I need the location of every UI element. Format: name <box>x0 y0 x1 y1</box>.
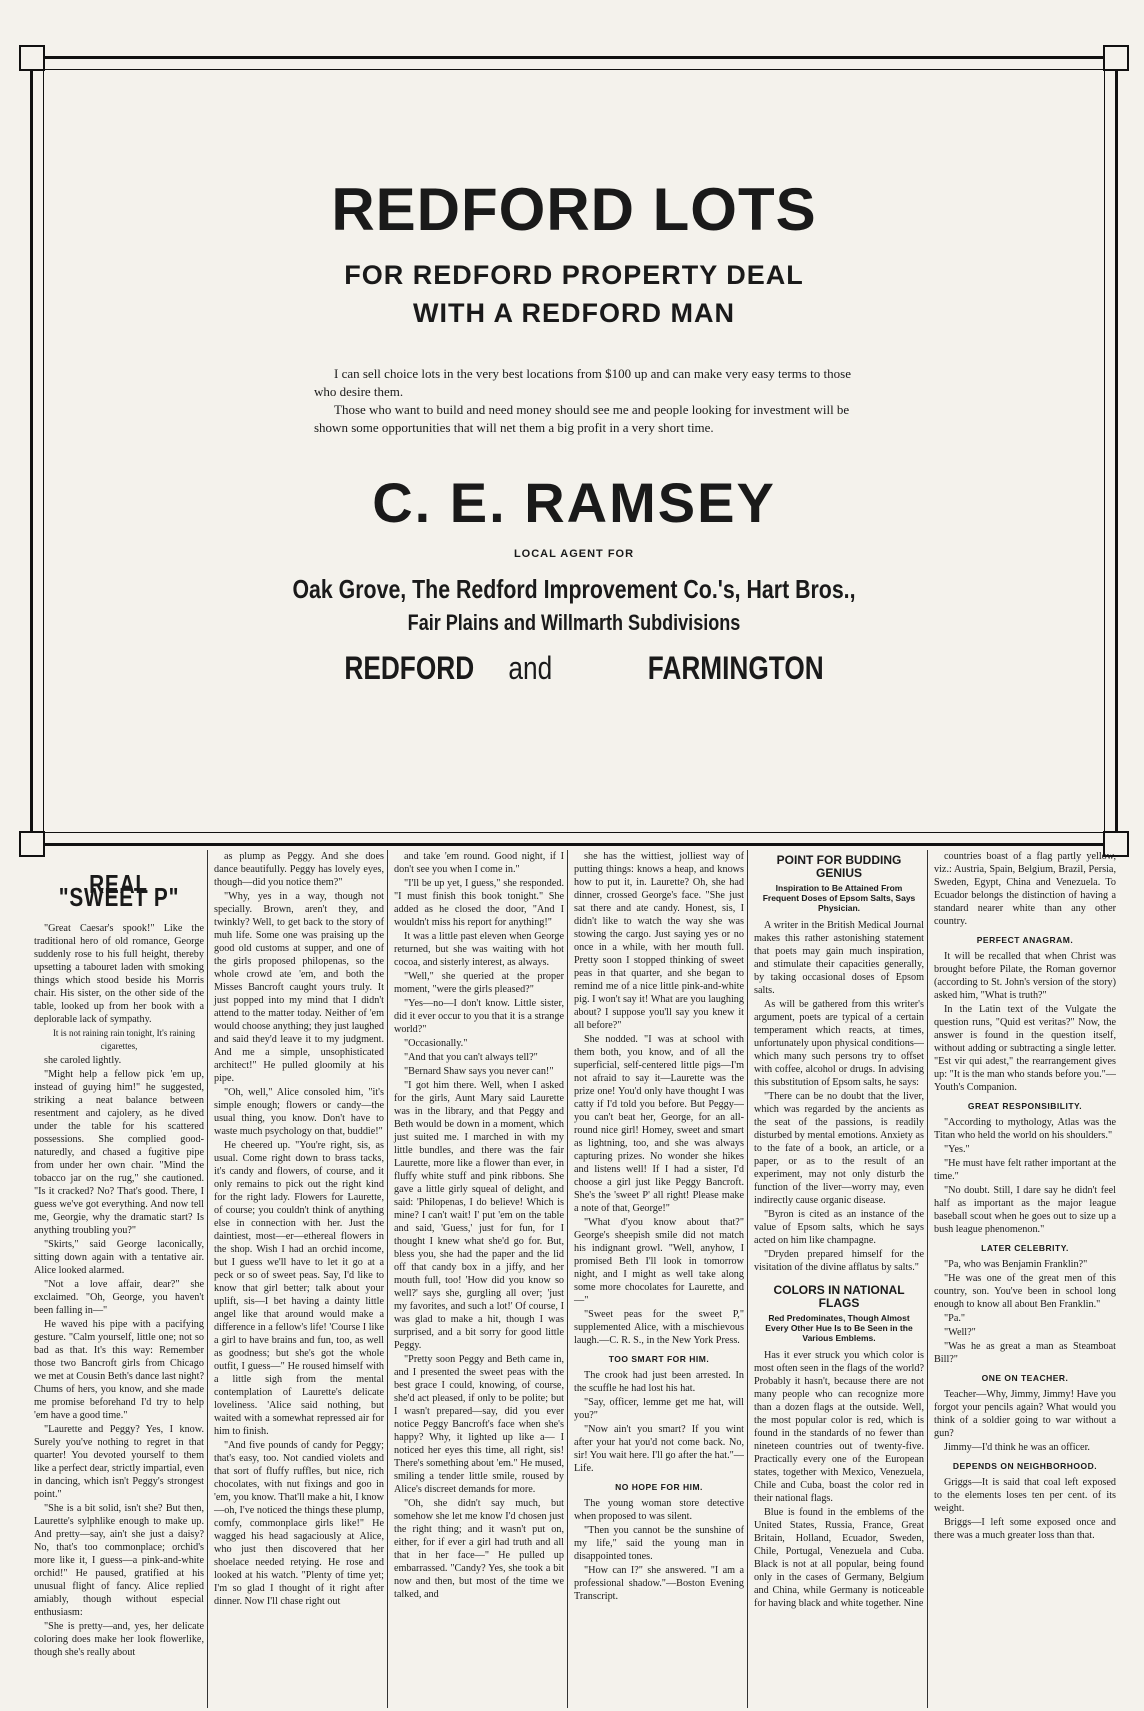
item-paragraph: "Now ain't you smart? If you wint after your hat you'd not come back. No, sir! You wait here. I'll go after the hat."—Life. <box>574 1424 744 1474</box>
story-paragraph: It was a little past eleven when George returned, but she was waiting with hot cocoa, and sisterly interest, as always. <box>394 931 564 968</box>
advertiser-name: C. E. RAMSEY <box>372 471 776 534</box>
ad-subtitle-1: FOR REDFORD PROPERTY DEAL <box>344 260 804 290</box>
item-paragraph: "He must have felt rather important at the time." <box>934 1158 1116 1182</box>
column-3 <box>390 850 568 1708</box>
border-corner-ornament <box>1103 45 1129 71</box>
item-paragraph: The crook had just been arrested. In the scuffle he had lost his hat. <box>574 1370 744 1394</box>
item-paragraph: In the Latin text of the Vulgate the question runs, "Quid est veritas?" Now, the answer is found in the question itself, without adding or subtracting a single letter. "Est vir qui adest," the rearrangement gives up: "It is the man who stands before you."—Youth's Companion. <box>934 1004 1116 1093</box>
ad-paragraph: Those who want to build and need money should see me and people looking for investment will be shown some opportunities that will net them a big profit in a very short time. <box>314 402 850 435</box>
column-6 <box>930 850 1120 1708</box>
article-paragraph: "Byron is cited as an instance of the value of Epsom salts, which he says acted on him like champagne. <box>754 1209 924 1246</box>
story-paragraph: as plump as Peggy. And she does dance beautifully. Peggy has lovely eyes, though—did you notice them?" <box>214 851 384 888</box>
story-paragraph: "Oh, she didn't say much, but somehow she let me know I'd chosen just the right thing; and it wasn't put on, either, for if ever a girl had truth and all that in her face—" He pulled up embarrassed. "Candy? Yes, she took a bit now and then, but most of the time we talked, and <box>394 1498 564 1600</box>
item-headline: NO HOPE FOR HIM. <box>615 1482 703 1492</box>
item-headline: GREAT RESPONSIBILITY. <box>967 1101 1083 1111</box>
column-2 <box>210 850 388 1708</box>
article-paragraph: "There can be no doubt that the liver, which was regarded by the ancients as the seat of the passions, is readily disturbed by mental emotions. Anxiety as to the fate of a book, an article, or a paper, or as to the result of an experiment, may not only disturb the function of the liver—worry may, even indirectly cause organic disease. <box>754 1091 924 1206</box>
story-paragraph: "Occasionally." <box>404 1038 468 1049</box>
story-paragraph: "Well," she queried at the proper moment, "were the girls pleased?" <box>394 971 564 995</box>
story-paragraph: He waved his pipe with a pacifying gesture. "Calm yourself, little one; not so bad as that. It's this way: Remember those two Bancroft girls from Chicago we met at Cousin Beth's dance last night? Chums of hers, you know, and she made me promise beforehand I'd try to help 'em have a good time." <box>34 1319 204 1421</box>
story-paragraph: "Skirts," said George laconically, sitting down again with a tentative air. Alice looked alarmed. <box>34 1239 204 1276</box>
story-paragraph: "Not a love affair, dear?" she exclaimed. "Oh, George, you haven't been falling in—" <box>34 1279 204 1316</box>
article-deck: Inspiration to Be Attained From Frequent Doses of Epsom Salts, Says Physician. <box>762 883 916 913</box>
ad-body-text <box>314 365 874 437</box>
town-redford: REDFORD <box>344 650 475 686</box>
towns-line <box>139 650 1008 690</box>
newspaper-columns <box>30 850 1120 1708</box>
item-paragraph: "He was one of the great men of this country, son. You've been in school long enough to know all about Ben Franklin." <box>934 1273 1116 1310</box>
item-paragraph: "No doubt. Still, I dare say he didn't feel half as important as the major league baseball scout when he goes out to size up a bush league phenomenon." <box>934 1185 1116 1235</box>
story-paragraph: She nodded. "I was at school with them both, you know, and of all the superficial, self-centered little pigs—I'm not afraid to say it—Laurette was the prize one! You'd only have thought I was catty if I'd told you before. But Peggy—you can't beat her, George, for an all-round nice girl! Homey, sweet and smart as lightning, too, and she was always capturing prizes. No wonder she hikes and listens well! If I had a sister, I'd choose a girl just like Peggy Bancroft. She's the 'sweet P' all right! Please make a note of that, George!" <box>574 1034 744 1214</box>
item-paragraph: Briggs—I left some exposed once and there was a much greater loss than that. <box>934 1517 1116 1541</box>
item-paragraph: Griggs—It is said that coal left exposed to the elements loses ten per cent. of its weight. <box>934 1477 1116 1514</box>
item-paragraph: Jimmy—I'd think he was an officer. <box>944 1442 1090 1453</box>
story-paragraph: "Yes—no—I don't know. Little sister, did it ever occur to you that it is a strange world?" <box>394 998 564 1035</box>
item-paragraph: "Pa, who was Benjamin Franklin?" <box>944 1259 1088 1270</box>
column-4 <box>570 850 748 1708</box>
ad-paragraph: I can sell choice lots in the very best locations from $100 up and can make very easy terms to those who desire them. <box>314 366 851 399</box>
item-paragraph: "According to mythology, Atlas was the Titan who held the world on his shoulders." <box>934 1117 1116 1141</box>
story-paragraph: "Pretty soon Peggy and Beth came in, and I presented the sweet peas with the best grace I could, knowing, of course, she'd act pleased, if only to be polite; but I wasn't prepared—say, did you ever notice Peggy Bancroft's face when she's happy? Why, it lighted up like a— I noticed her eyes this time, all right, sis! There's something about 'em." He mused, smiling a tender little smile, roused by Alice's discreet demands for more. <box>394 1354 564 1495</box>
article-paragraph: "Dryden prepared himself for the visitation of the divine afflatus by salts." <box>754 1249 924 1273</box>
item-paragraph: It will be recalled that when Christ was brought before Pilate, the Roman governor (according to St. John's version of the story) asked him, "What is truth?" <box>934 951 1116 1001</box>
story-paragraph: "Sweet peas for the sweet P," supplemented Alice, with a mischievous laugh.—C. R. S., in the New York Press. <box>574 1309 744 1346</box>
border-corner-ornament <box>19 45 45 71</box>
agent-label: LOCAL AGENT FOR <box>513 548 635 560</box>
item-paragraph: "Yes." <box>944 1144 970 1155</box>
story-paragraph: "What d'you know about that?" George's sheepish smile did not match his indignant growl. "Well, anyhow, I promised Beth I'll look in tomorrow night, and I might as well take along some more chocolates for Laurette, and—" <box>574 1217 744 1306</box>
item-paragraph: Teacher—Why, Jimmy, Jimmy! Have you forgot your pencils again? What would you think of a soldier going to war without a gun? <box>934 1389 1116 1439</box>
article-paragraph: A writer in the British Medical Journal makes this rather astonishing statement that poets may gain much inspiration, and stimulate their capacities generally, by taking occasional doses of Epsom salts. <box>754 920 924 996</box>
ad-subtitle-2: WITH A REDFORD MAN <box>413 298 735 328</box>
story-verse: It is not raining rain tonight, It's raining cigarettes, <box>52 1028 196 1051</box>
item-paragraph: "Was he as great a man as Steamboat Bill?" <box>934 1341 1116 1365</box>
story-paragraph: she has the wittiest, jolliest way of putting things: knows a heap, and knows how to put it, in. Laurette? Oh, she had dinner, crossed George's face. "She just sat there and ate candy. Honest, sis, I didn't like to watch the way she was stowing the cargo. Just saying yes or no once in a while, with her mouth full. Pretty soon I stopped thinking of sweet peas in that quarter, and she began to remind me of a nice little pink-and-white pig. I won't say it! What are you laughing about? I suppose you'll say you knew it all before?" <box>574 851 744 1031</box>
item-paragraph: "Pa." <box>944 1313 966 1324</box>
story-paragraph: "She is pretty—and, yes, her delicate coloring does make her look flowerlike, though she's really about <box>34 1621 204 1658</box>
column-5 <box>750 850 928 1708</box>
item-paragraph: "Then you cannot be the sunshine of my life," said the young man in disappointed tones. <box>574 1525 744 1562</box>
story-paragraph: "Oh, well," Alice consoled him, "it's simple enough; flowers or candy—the usual thing, you know. Don't have to waste much psychology on that, buddie!" <box>214 1087 384 1137</box>
item-headline: LATER CELEBRITY. <box>981 1243 1069 1253</box>
subdivisions-line-2: Fair Plains and Willmarth Subdivisions <box>407 610 741 635</box>
story-paragraph: "I got him there. Well, when I asked for the girls, Aunt Mary said Laurette was in the library, and that Peggy and Beth would be down in a moment, which just suited me. I marched in with my little bundles, and there was the fair Laurette, more like a flower than ever, in fluffy white stuff and pink ribbons. She gave a little girly squeal of delight, and said: 'Philopenas, I do believe! Which is mine? I can't wait! I' put 'em on the table and said, 'Guess,' just for fun, for I thought I knew what she'd go for. But, bless you, she had the paper and the lid off that candy box in a jiffy, and her mouth full, too! 'How did you know so well?' says she, gurgling all over; 'just my favorites, and such a lot!' Of course, I was glad to make a hit, though I was surprised, and a bit sorry for good little Peggy. <box>394 1080 564 1351</box>
column-1 <box>30 850 208 1708</box>
item-headline: ONE ON TEACHER. <box>981 1373 1069 1383</box>
story-paragraph: "And that you can't always tell?" <box>404 1052 538 1063</box>
article-headline: COLORS IN NATIONAL FLAGS <box>773 1283 905 1310</box>
article-paragraph: countries boast of a flag partly yellow, viz.: Austria, Spain, Belgium, Brazil, Persia, Sweden, Egypt, China and Venezuela. To Ecuador belongs the distinction of having a standard nearer white than any other country. <box>934 851 1116 927</box>
item-paragraph: "Well?" <box>944 1327 976 1338</box>
story-paragraph: "Laurette and Peggy? Yes, I know. Surely you've nothing to regret in that quarter! You devoted yourself to them like a perfect dear, strictly impartial, even in dancing, which isn't Peggy's strongest point." <box>34 1424 204 1500</box>
item-headline: TOO SMART FOR HIM. <box>608 1354 710 1364</box>
story-paragraph: "I'll be up yet, I guess," she responded. "I must finish this book tonight." She added as he closed the door, "And I wouldn't miss his report for anything!" <box>394 878 564 928</box>
story-paragraph: "And five pounds of candy for Peggy; that's easy, too. Not candied violets and that sort of fluffy ruffles, but nice, rich chocolates, with nut fixings and goo in 'em, you know. That'll make a hit, I know—oh, I've noticed the things these plump, comfy, commonplace girls like!" He wagged his head sagaciously at Alice, who just then discovered that her shoelace needed retying. He rose and looked at his watch. "Plenty of time yet; I'm so glad I thought of it right after dinner. Now I'll chase right out <box>214 1440 384 1607</box>
item-paragraph: "How can I?" she answered. "I am a professional shadow."—Boston Evening Transcript. <box>574 1565 744 1602</box>
story-paragraph: she caroled lightly. <box>44 1055 122 1066</box>
article-paragraph: Blue is found in the emblems of the United States, Russia, France, Great Britain, Holland, Ecuador, Sweden, Chile, Portugal, Venezuela and Cuba. Black is not at all popular, being found only in the cases of Germany, Belgium and China, while Germany is noticeable for having black and white together. Nine <box>754 1507 924 1609</box>
article-paragraph: Has it ever struck you which color is most often seen in the flags of the world? Probably it hasn't, because there are not many people who can recognize more than a dozen flags at the outside. Well, the most popular color is red, which is found in the standards of no fewer than nineteen countries out of twenty-five. Practically every one of the European states, together with Mexico, Venezuela, Chile and Cuba, boast the color red in their national flags. <box>754 1350 924 1504</box>
advertisement-inner-border <box>43 69 1105 833</box>
story-paragraph: "Bernard Shaw says you never can!" <box>404 1066 554 1077</box>
ad-title: REDFORD LOTS <box>331 176 817 243</box>
item-headline: PERFECT ANAGRAM. <box>976 935 1074 945</box>
item-headline: DEPENDS ON NEIGHBORHOOD. <box>952 1461 1098 1471</box>
story-paragraph: "She is a bit solid, isn't she? But then, Laurette's sylphlike enough to make up. And pretty—say, ain't she just a daisy? No, that's too commonplace; orchid's more like it, I guess—a pink-and-white orchid!" He paused, gratified at his unusual flight of fancy. Alice replied amiably, though without especial enthusiasm: <box>34 1503 204 1618</box>
story-paragraph: "Why, yes in a way, though not specially. Brown, aren't they, and twinkly? Well, to get back to the story of muh life. Some one was praising up the good old customs at supper, and one of the girls proposed philopenas, so the whole crowd ate 'em, and both the Misses Bancroft caught yours truly. It just popped into my mind that I didn't attend to the matter today. Neither of 'em would choose anything; they just laughed and said they'd leave it to my judgment. And me a simple, unsophisticated architect!" He pulled gloomily at his pipe. <box>214 891 384 1084</box>
article-deck: Red Predominates, Though Almost Every Other Hue Is to Be Seen in the Various Emblems. <box>765 1313 913 1343</box>
item-paragraph: "Say, officer, lemme get me hat, will you?" <box>574 1397 744 1421</box>
story-paragraph: "Might help a fellow pick 'em up, instead of guying him!" he suggested, striking a neat balance between resentment and cajolery, as he dived under the table for his scattered possessions. She complied good-naturedly, and chased a fugitive pipe from under her own chair. "Mind the tobacco jar on the rug," she cautioned. "Is it cracked? No? That's good. There, I guess we've got everything. And now tell me, Georgie, why the dramatic start? Is anything troubling you?" <box>34 1069 204 1236</box>
item-paragraph: The young woman store detective when proposed to was silent. <box>574 1498 744 1522</box>
story-paragraph: and take 'em round. Good night, if I don't see you when I come in." <box>394 851 564 875</box>
town-conjunction: and <box>508 650 553 686</box>
article-headline: POINT FOR BUDDING GENIUS <box>776 853 902 880</box>
town-farmington: FARMINGTON <box>647 650 824 686</box>
advertisement-box <box>30 56 1118 846</box>
story-headline: REAL "SWEET P" <box>58 869 180 912</box>
subdivisions-line-1: Oak Grove, The Redford Improvement Co.'s, Hart Bros., <box>292 574 856 604</box>
story-paragraph: "Great Caesar's spook!" Like the traditional hero of old romance, George suddenly rose to his full height, thereby upsetting a tabouret laden with smoking things which stood beside his Morris chair. His sister, on the other side of the table, looked up from her book with a deplorable lack of sympathy. <box>34 923 204 1025</box>
story-paragraph: He cheered up. "You're right, sis, as usual. Come right down to brass tacks, it's candy and flowers, of course, and it only remains to pick out the right kind for the right lady. Flowers for Laurette, of course; you couldn't think of anything else in connection with her. Just the daintiest, most—er—ethereal flowers in the shop. Wish I had an orchid income, but I guess we'll have to let it go at a peck or so of sweet peas. Say, I'd like to know that girl better; talk about your uplift, sis—I bet having a dainty little angel like that around would make a difference in a fellow's life! 'Course I like a girl to have brains and fun, too, as well as goodness; but she's got the whole outfit, I guess—" He roused himself with a little sigh from the mental contemplation of Laurette's delicate loveliness. 'Alice said nothing, but waited with a somewhat repressed air for him to finish. <box>214 1140 384 1437</box>
article-paragraph: As will be gathered from this writer's argument, poets are typical of a certain temperament which reacts, at times, unfortunately upon physical conditions—which many such persons try to offset with coffee, alcohol or drugs. In advising this substitution of Epsom salts, he says: <box>754 999 924 1088</box>
